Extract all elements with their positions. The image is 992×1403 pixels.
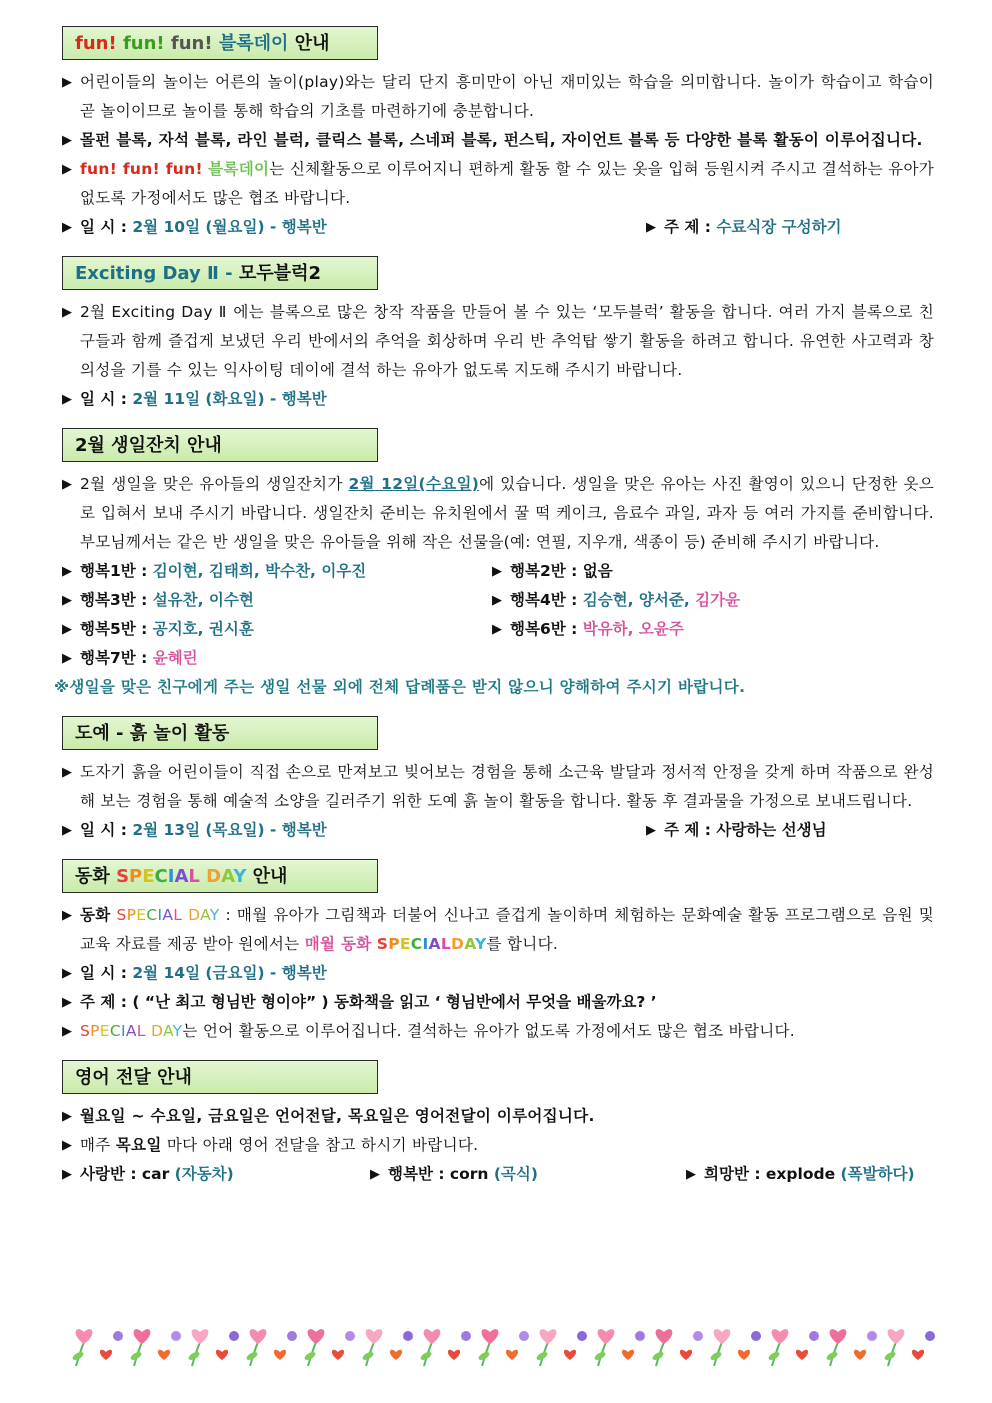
class-names: 없음: [582, 562, 613, 580]
letter: Y: [233, 866, 247, 887]
letter: C: [146, 906, 158, 924]
class-row: [62, 615, 934, 644]
class-item: [492, 586, 740, 615]
class-names: 김가윤: [695, 591, 741, 609]
letter: S: [376, 935, 389, 953]
flower-heart-motif: [361, 1329, 413, 1366]
letter: D: [451, 935, 465, 953]
theme-value: ( “난 최고 형님반 형이야” ) 동화책을 읽고 ‘ 형님반에서 무엇을 배울까요? ’: [132, 993, 657, 1011]
text: 매주: [80, 1136, 111, 1154]
paragraph: ▶ 도자기 흙을 어린이들이 직접 손으로 만져보고 빚어보는 경험을 통해 소근육 발달과 정서적 안정을 갖게 하며 작품으로 완성해 보는 경험을 통해 예술적 소양을 길러주기 위한 도예 흙 놀이 활동을 합니다. 활동 후 결과물을 가정으로 보내드립니다.: [62, 758, 934, 816]
section-pottery: [62, 716, 934, 845]
special-text: [116, 906, 182, 924]
class-row: [62, 557, 934, 586]
section-title: [62, 256, 378, 290]
flower-heart-motif: [883, 1329, 935, 1366]
text: 를 합니다.: [486, 935, 559, 953]
theme-item: [646, 213, 842, 242]
flower-heart-border: [64, 1322, 938, 1368]
section-blockday: [62, 26, 934, 242]
letter: I: [167, 866, 175, 887]
date-value: 2월 14일 (금요일) - 행복반: [132, 964, 327, 982]
day-text: [151, 1022, 182, 1040]
class-item: [62, 644, 198, 673]
letter: A: [174, 866, 189, 887]
letter: I: [157, 906, 163, 924]
fun-text: fun! fun! fun!: [80, 160, 203, 178]
letter: P: [129, 866, 143, 887]
flower-heart-motif: [129, 1329, 181, 1366]
flower-heart-motif: [593, 1329, 645, 1366]
letter: I: [121, 1022, 126, 1040]
paragraph: ▶ 몰펀 블록, 자석 블록, 라인 블럭, 클릭스 블록, 스네퍼 블록, 펀스틱, 자이언트 블록 등 다양한 블록 활동이 이루어집니다.: [62, 126, 934, 155]
date-label: 일 시 :: [80, 218, 127, 236]
flower-heart-motif: [71, 1329, 123, 1366]
english-row: [62, 1160, 934, 1189]
letter: E: [99, 1022, 110, 1040]
paragraph: [62, 901, 934, 959]
letter: A: [221, 866, 234, 887]
title-end: 안내: [252, 866, 288, 887]
title-fun-1: fun!: [75, 33, 117, 54]
title-story: 동화: [75, 866, 110, 887]
title-modu: 모두블럭2: [238, 263, 321, 284]
date-value: 2월 13일 (목요일) - 행복반: [132, 821, 327, 839]
title-fun-3: fun!: [170, 33, 213, 54]
letter: A: [162, 906, 174, 924]
flower-heart-motif: [709, 1329, 761, 1366]
newsletter-page: [54, 26, 935, 1203]
english-item: [62, 1160, 370, 1189]
english-item: [370, 1160, 686, 1189]
letter: C: [154, 866, 168, 887]
section-title: 영어 전달 안내: [62, 1060, 378, 1094]
title-end: 안내: [294, 33, 330, 54]
text: 목요일: [115, 1136, 162, 1154]
letter: A: [125, 1022, 137, 1040]
letter: P: [90, 1022, 100, 1040]
birthday-note: ※생일을 맞은 친구에게 주는 생일 선물 외에 전체 답례품은 받지 않으니 양해하여 주시기 바랍니다.: [54, 678, 746, 696]
birthday-date: 2월 12일(수요일): [348, 475, 480, 493]
date-label: 일 시 :: [80, 821, 127, 839]
date-item: [62, 385, 327, 414]
class-names: 윤혜린: [152, 649, 198, 667]
letter: A: [200, 906, 210, 924]
class-label: 행복2반 :: [510, 562, 578, 580]
flower-heart-motif: [825, 1329, 877, 1366]
theme-label: 주 제 :: [664, 218, 711, 236]
date-value: 2월 10일 (월요일) - 행복반: [132, 218, 327, 236]
class-item: [492, 557, 613, 586]
letter: P: [388, 935, 400, 953]
section-story-special-day: [62, 859, 934, 1046]
letter: D: [188, 906, 201, 924]
section-title: [62, 26, 378, 60]
flower-heart-motif: [187, 1329, 239, 1366]
blockday-text: 블록데이: [208, 160, 270, 178]
theme-item: [62, 988, 657, 1017]
class-label: 행복7반 :: [80, 649, 148, 667]
special-text: [116, 866, 200, 887]
paragraph: [62, 1131, 934, 1160]
letter: E: [142, 866, 155, 887]
english-word: car: [141, 1165, 170, 1183]
date-label: 일 시 :: [80, 964, 127, 982]
paragraph: ▶ 2월 Exciting Day Ⅱ 에는 블록으로 많은 창작 작품을 만들어 볼 수 있는 ‘모두블럭’ 활동을 합니다. 여러 가지 블록으로 친구들과 함께 즐겁게 보냈던 우리 반에서의 추억을 회상하며 우리 반 추억탑 쌓기 활동을 하려고 합니다. 유연한 사고력과 창의성을 기를 수 있는 익사이팅 데이에 결석 하는 유아가 없도록 지도해 주시기 바랍니다.: [62, 298, 934, 385]
letter: L: [188, 866, 200, 887]
korean-meaning: (자동차): [174, 1165, 234, 1183]
letter: S: [80, 1022, 91, 1040]
schedule-row: [62, 213, 934, 242]
letter: D: [206, 866, 222, 887]
letter: E: [136, 906, 147, 924]
class-row: [62, 586, 934, 615]
flower-heart-motif: [477, 1329, 529, 1366]
day-text: [451, 935, 487, 953]
letter: Y: [209, 906, 220, 924]
flower-heart-motif: [535, 1329, 587, 1366]
class-item: [62, 557, 492, 586]
flower-heart-motif: [245, 1329, 297, 1366]
letter: A: [464, 935, 475, 953]
class-label: 희망반 :: [704, 1165, 761, 1183]
letter: Y: [172, 1022, 183, 1040]
date-value: 2월 11일 (화요일) - 행복반: [132, 390, 327, 408]
letter: S: [116, 906, 127, 924]
class-item: [62, 586, 492, 615]
class-item: [62, 615, 492, 644]
text: : 매월 유아가 그림책과 더불어 신나고 즐겁게 놀이하며 체험하는 문화예술 활동 프로그램으로 음원 및 교육 자료를 제공 받아 원에서는: [80, 906, 935, 953]
letter: A: [162, 1022, 173, 1040]
paragraph: ▶ 어린이들의 놀이는 어른의 놀이(play)와는 달리 단지 흥미만이 아닌 재미있는 학습을 의미합니다. 놀이가 학습이고 학습이 곧 놀이이므로 놀이를 통해 학습의 기초를 마련하기에 충분합니다.: [62, 68, 934, 126]
text: 동화: [80, 906, 111, 924]
title-exciting: Exciting Day Ⅱ -: [75, 263, 233, 284]
english-word: corn: [449, 1165, 489, 1183]
paragraph-rest: 는 신체활동으로 이루어지니 편하게 활동 할 수 있는 옷을 입혀 등원시켜 주시고 결석하는 유아가 없도록 가정에서도 많은 협조 바랍니다.: [80, 160, 935, 207]
theme-value: 사랑하는 선생님: [716, 821, 827, 839]
class-names: 김이현, 김태희, 박수찬, 이우진: [152, 562, 367, 580]
class-label: 사랑반 :: [80, 1165, 137, 1183]
special-text: [377, 935, 451, 953]
flower-heart-motif: [419, 1329, 471, 1366]
schedule-row: [62, 385, 934, 414]
text: 는 언어 활동으로 이루어집니다. 결석하는 유아가 없도록 가정에서도 많은 협조 바랍니다.: [182, 1022, 795, 1040]
date-item: [62, 816, 646, 845]
letter: C: [410, 935, 423, 953]
theme-value: 수료식장 구성하기: [716, 218, 842, 236]
letter: P: [126, 906, 137, 924]
korean-meaning: (곡식): [493, 1165, 538, 1183]
schedule-row: [62, 988, 934, 1017]
text: 2월 생일을 맞은 유아들의 생일잔치가: [80, 475, 343, 493]
letter: Y: [475, 935, 487, 953]
class-row: [62, 644, 934, 673]
section-birthday: [54, 428, 935, 702]
text: 마다 아래 영어 전달을 참고 하시기 바랍니다.: [166, 1136, 479, 1154]
day-text: [206, 866, 246, 887]
flower-heart-motif: [303, 1329, 355, 1366]
class-names: 김승현, 양서준,: [582, 591, 690, 609]
class-label: 행복3반 :: [80, 591, 148, 609]
section-exciting-day: [62, 256, 934, 414]
class-item: [492, 615, 684, 644]
letter: D: [150, 1022, 163, 1040]
section-title: 2월 생일잔치 안내: [62, 428, 378, 462]
theme-item: [646, 816, 827, 845]
letter: A: [428, 935, 441, 953]
special-text: [80, 1022, 146, 1040]
letter: C: [109, 1022, 122, 1040]
flower-heart-motif: [651, 1329, 703, 1366]
class-label: 행복6반 :: [510, 620, 578, 638]
theme-label: 주 제 :: [664, 821, 711, 839]
english-word: explode: [765, 1165, 836, 1183]
date-label: 일 시 :: [80, 390, 127, 408]
schedule-row: [62, 959, 934, 988]
theme-label: 주 제 :: [80, 993, 127, 1011]
letter: L: [136, 1022, 146, 1040]
paragraph: [62, 1017, 934, 1046]
schedule-row: [62, 816, 934, 845]
section-title: 도예 - 흙 놀이 활동: [62, 716, 378, 750]
class-names: 공지호, 권시훈: [152, 620, 254, 638]
korean-meaning: (폭발하다): [840, 1165, 915, 1183]
class-label: 행복1반 :: [80, 562, 148, 580]
letter: I: [422, 935, 429, 953]
flower-heart-motif: [767, 1329, 819, 1366]
section-title: [62, 859, 378, 893]
class-names: 박유하, 오윤주: [582, 620, 684, 638]
text: 매월 동화: [304, 935, 372, 953]
paragraph: [62, 155, 934, 213]
class-label: 행복5반 :: [80, 620, 148, 638]
letter: E: [399, 935, 411, 953]
paragraph: ▶ 월요일 ~ 수요일, 금요일은 언어전달, 목요일은 영어전달이 이루어집니다.: [62, 1102, 934, 1131]
date-item: [62, 213, 646, 242]
paragraph: [62, 470, 934, 557]
letter: S: [116, 866, 130, 887]
title-fun-2: fun!: [122, 33, 165, 54]
text: 에 있습니다. 생일을 맞은 유아는 사진 촬영이 있으니 단정한 옷으로 입혀서 보내 주시기 바랍니다. 생일잔치 준비는 유치원에서 꿀 떡 케이크, 음료수 과일, 과자 등 여러 가지를 준비합니다. 부모님께서는 같은 반 생일을 맞은 유아들을 위해 작은 선물을(예: 연필, 지우개, 색종이 등) 준비해 주시기 바랍니다.: [80, 475, 935, 551]
class-label: 행복반 :: [388, 1165, 445, 1183]
english-item: [686, 1160, 915, 1189]
letter: L: [440, 935, 452, 953]
class-label: 행복4반 :: [510, 591, 578, 609]
section-english: [62, 1060, 934, 1189]
date-item: [62, 959, 327, 988]
day-text: [188, 906, 219, 924]
class-names: 설유찬, 이수현: [152, 591, 254, 609]
letter: L: [173, 906, 183, 924]
title-blockday: 블록데이: [218, 33, 289, 54]
